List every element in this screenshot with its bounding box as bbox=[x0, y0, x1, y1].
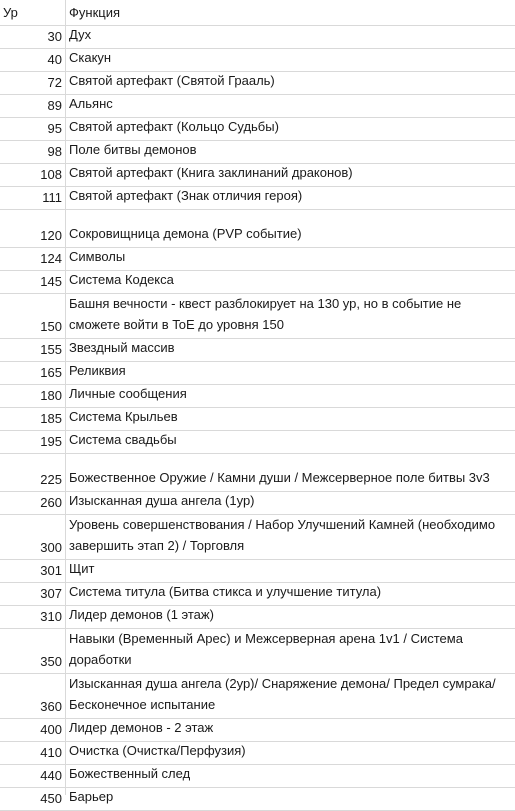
function-cell[interactable]: Система Кодекса bbox=[69, 272, 174, 287]
function-cell[interactable]: Альянс bbox=[69, 96, 113, 111]
level-cell[interactable]: 124 bbox=[40, 251, 62, 266]
function-cell[interactable]: Символы bbox=[69, 249, 126, 264]
table-row bbox=[0, 492, 515, 515]
table-row bbox=[0, 248, 515, 271]
function-cell[interactable]: Реликвия bbox=[69, 363, 126, 378]
level-cell[interactable]: 150 bbox=[40, 319, 62, 334]
table-row bbox=[0, 560, 515, 583]
level-cell[interactable]: 260 bbox=[40, 495, 62, 510]
table-row bbox=[0, 742, 515, 765]
table-row bbox=[0, 49, 515, 72]
table-row bbox=[0, 95, 515, 118]
function-cell[interactable]: Щит bbox=[69, 561, 95, 576]
function-cell[interactable]: Святой артефакт (Святой Грааль) bbox=[69, 73, 275, 88]
level-cell[interactable]: 89 bbox=[47, 98, 62, 113]
function-cell[interactable]: Система титула (Битва стикса и улучшение титула) bbox=[69, 584, 382, 599]
function-cell[interactable]: Личные сообщения bbox=[69, 386, 187, 401]
function-cell[interactable]: Башня вечности - квест разблокирует на 130 ур, но в событие не сможете войти в ToE до уровня 150 bbox=[69, 296, 462, 332]
header-row bbox=[0, 0, 515, 26]
table-row bbox=[0, 629, 515, 674]
table-row bbox=[0, 141, 515, 164]
function-cell[interactable]: Святой артефакт (Книга заклинаний драконов) bbox=[69, 165, 353, 180]
level-cell[interactable]: 111 bbox=[42, 190, 62, 205]
header-function[interactable]: Функция bbox=[69, 5, 120, 20]
level-cell[interactable]: 72 bbox=[47, 75, 62, 90]
function-cell[interactable]: Навыки (Временный Арес) и Межсерверная арена 1v1 / Система доработки bbox=[69, 631, 463, 667]
level-cell[interactable]: 350 bbox=[40, 654, 62, 669]
table-row bbox=[0, 408, 515, 431]
level-cell[interactable]: 180 bbox=[40, 388, 62, 403]
function-cell[interactable]: Божественный след bbox=[69, 766, 191, 781]
function-cell[interactable]: Лидер демонов (1 этаж) bbox=[69, 607, 214, 622]
table-row bbox=[0, 26, 515, 49]
level-cell[interactable]: 225 bbox=[40, 472, 62, 487]
level-cell[interactable]: 310 bbox=[40, 609, 62, 624]
level-cell[interactable]: 450 bbox=[40, 791, 62, 806]
level-cell[interactable]: 307 bbox=[40, 586, 62, 601]
function-cell[interactable]: Уровень совершенствования / Набор Улучшений Камней (необходимо завершить этап 2) / Торговля bbox=[69, 517, 496, 553]
table-row bbox=[0, 515, 515, 560]
table-row bbox=[0, 271, 515, 294]
function-cell[interactable]: Святой артефакт (Кольцо Судьбы) bbox=[69, 119, 279, 134]
level-cell[interactable]: 195 bbox=[40, 434, 62, 449]
function-cell[interactable]: Лидер демонов - 2 этаж bbox=[69, 720, 214, 735]
table-row bbox=[0, 294, 515, 339]
function-cell[interactable]: Дух bbox=[69, 27, 92, 42]
level-cell[interactable]: 360 bbox=[40, 699, 62, 714]
table-row bbox=[0, 454, 515, 492]
function-cell[interactable]: Божественное Оружие / Камни души / Межсерверное поле битвы 3v3 bbox=[69, 470, 490, 485]
function-cell[interactable]: Святой артефакт (Знак отличия героя) bbox=[69, 188, 303, 203]
table-row bbox=[0, 362, 515, 385]
function-cell[interactable]: Звездный массив bbox=[69, 340, 175, 355]
table-row bbox=[0, 719, 515, 742]
level-cell[interactable]: 400 bbox=[40, 722, 62, 737]
level-cell[interactable]: 185 bbox=[40, 411, 62, 426]
level-cell[interactable]: 120 bbox=[40, 228, 62, 243]
function-cell[interactable]: Изысканная душа ангела (2ур)/ Снаряжение демона/ Предел сумрака/ Бесконечное испытание bbox=[69, 676, 496, 712]
level-cell[interactable]: 145 bbox=[40, 274, 62, 289]
table-row bbox=[0, 431, 515, 454]
table-row bbox=[0, 118, 515, 141]
table-row bbox=[0, 583, 515, 606]
function-cell[interactable]: Система свадьбы bbox=[69, 432, 177, 447]
table-row bbox=[0, 385, 515, 408]
function-cell[interactable]: Изысканная душа ангела (1ур) bbox=[69, 493, 255, 508]
function-cell[interactable]: Барьер bbox=[69, 789, 114, 804]
level-cell[interactable]: 155 bbox=[40, 342, 62, 357]
level-cell[interactable]: 410 bbox=[40, 745, 62, 760]
function-cell[interactable]: Поле битвы демонов bbox=[69, 142, 197, 157]
level-cell[interactable]: 40 bbox=[47, 52, 62, 67]
table-row bbox=[0, 788, 515, 811]
level-cell[interactable]: 98 bbox=[47, 144, 62, 159]
level-cell[interactable]: 300 bbox=[40, 540, 62, 555]
function-cell[interactable]: Скакун bbox=[69, 50, 112, 65]
table-row bbox=[0, 339, 515, 362]
table-row bbox=[0, 187, 515, 210]
level-cell[interactable]: 30 bbox=[47, 29, 62, 44]
table-row bbox=[0, 765, 515, 788]
table-row bbox=[0, 164, 515, 187]
header-level[interactable]: Ур bbox=[3, 5, 18, 20]
level-cell[interactable]: 301 bbox=[40, 563, 62, 578]
level-cell[interactable]: 440 bbox=[40, 768, 62, 783]
table-row bbox=[0, 606, 515, 629]
table-row bbox=[0, 72, 515, 95]
table-row bbox=[0, 210, 515, 248]
level-cell[interactable]: 108 bbox=[40, 167, 62, 182]
function-cell[interactable]: Сокровищница демона (PVP событие) bbox=[69, 226, 302, 241]
level-cell[interactable]: 95 bbox=[47, 121, 62, 136]
table-row bbox=[0, 674, 515, 719]
function-cell[interactable]: Очистка (Очистка/Перфузия) bbox=[69, 743, 246, 758]
level-cell[interactable]: 165 bbox=[40, 365, 62, 380]
function-cell[interactable]: Система Крыльев bbox=[69, 409, 178, 424]
